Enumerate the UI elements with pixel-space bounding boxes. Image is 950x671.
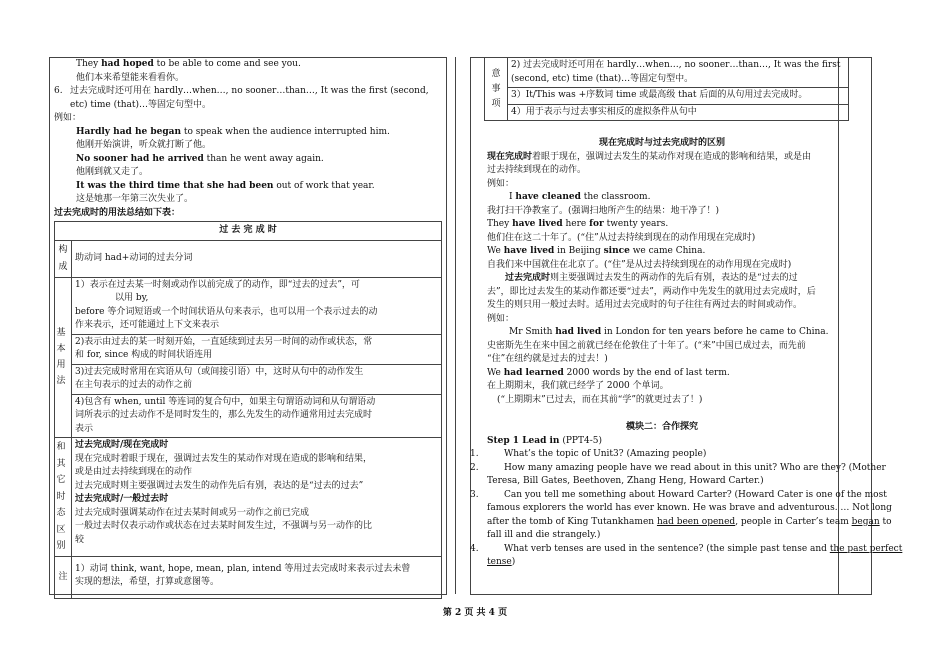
question-list (470, 448, 903, 570)
question-item-cont: Teresa, Bill Gates, Beethoven, Zhang Heng, Howard Carter.) (487, 476, 764, 486)
row-label-structure: 构成 (55, 240, 72, 277)
translation-line: 这是她那一年第三次失业了。 (76, 194, 194, 204)
example-label: 例如： (487, 313, 515, 324)
translation-line: 史密斯先生在来中国之前就已经在伦敦住了十年了。(“来”中国已成过去，而先前 (487, 340, 806, 351)
question-item: 2. How many amazing people have we read about in this unit? Who are they? (Mother (470, 462, 886, 473)
module-title: 模块二：合作探究 (625, 422, 698, 432)
difference-cell: 过去完成时/现在完成时 现在完成时着眼于现在，强调过去发生的某动作对现在造成的影响和结果， 或是由过去持续到现在的动作 过去完成时则主要强调过去发生的动作先后有别，表达的是“过去的过去” 过去完成时/一般过去时 过去完成时强调某动作在过去某时间或另一动作之前已完成 一般过去时仅表示动作或状态在过去某时间发生过，不强调与另一动作的比 较 (72, 438, 442, 557)
question-item: 1. What’s the topic of Unit3? (Amazing people) (470, 449, 707, 459)
example-line: Hardly had he began to speak when the audience interrupted him. (76, 126, 390, 137)
note-row-4: 4）用于表示与过去事实相反的虚拟条件从句中 (508, 104, 849, 121)
question-item: 4. What verb tenses are used in the sentence? (the simple past tense and the past perfect (470, 543, 903, 554)
structure-cell: 助动词 had+动词的过去分词 (72, 240, 442, 277)
row-label-notes: 意事项 (485, 58, 508, 121)
usage-cell-1: 1）表示在过去某一时刻或动作以前完成了的动作，即“过去的过去”，可 以用 by, before 等介词短语或一个时间状语从句来表示，也可以用一个表示过去的动 作来表示，还可能通过上下文来表示 (72, 277, 442, 334)
page-footer: 第 2 页 共 4 页 (442, 608, 508, 618)
left-column (54, 58, 442, 599)
notes-continued-table (484, 57, 849, 121)
row-label-difference: 和其它时态区别 (55, 438, 72, 557)
question-item: 3. Can you tell me something about Howard Carter? (Howard Cater is one of the most (470, 489, 887, 500)
example-line: I have cleaned the classroom. (509, 192, 651, 202)
numbered-point: 6. 过去完成时还可用在 hardly…when…, no sooner…than…, It was the first (second, (54, 86, 429, 96)
left-margin-line (455, 57, 456, 594)
usage-cell-2: 2)表示由过去的某一时刻开始，一直延续到过去另一时间的动作或状态，常 和 for, since 构成的时间状语连用 (72, 334, 442, 364)
example-line: They had hoped to be able to come and see you. (76, 59, 301, 69)
row-label-usage: 基本用法 (55, 277, 72, 438)
translation-line: 自我们来中国就住在北京了。(“住”是从过去持续到现在的动作用现在完成时) (487, 259, 792, 270)
usage-cell-4: 4)包含有 when, until 等连词的复合句中，如果主句谓语动词和从句谓语动 词所表示的过去动作不是同时发生的，那么先发生的动作通常用过去完成时 表示 (72, 394, 442, 438)
right-column (470, 57, 903, 570)
translation-line: 他们本来希望能来看看你。 (76, 72, 185, 83)
note-row-3: 3）It/This was +序数词 time 或最高级 that 后面的从句用过去完成时。 (508, 88, 849, 105)
paragraph-line: 过去完成时则主要强调过去发生的两动作的先后有别，表达的是“过去的过 (505, 273, 798, 283)
translation-line: (“上期期末”已过去，而在其前“学”的就更过去了！) (497, 394, 703, 405)
past-perfect-summary-table (54, 221, 442, 599)
row-label-note: 注 (55, 556, 72, 598)
example-line: It was the third time that she had been out of work that year. (76, 180, 375, 191)
step-heading: Step 1 Lead in (PPT4-5) (487, 435, 602, 446)
translation-line: 他刚到就又走了。 (76, 167, 149, 177)
question-item-cont: famous explorers the world has ever known. He was brave and adventurous. … Not long (487, 503, 892, 513)
section-title: 现在完成时与过去完成时的区别 (598, 138, 725, 148)
translation-line: 他们住在这二十年了。(“住”从过去持续到现在的动作用现在完成时) (487, 232, 756, 243)
note-row-2: 2) 过去完成时还可用在 hardly…when…, no sooner…than…, It was the first (second, etc) time (that)…等固定句型中。 (508, 58, 849, 88)
paragraph-line: 现在完成时着眼于现在，强调过去发生的某动作对现在造成的影响和结果，或是由 (487, 151, 812, 162)
usage-cell-3: 3)过去完成时常用在宾语从句（或间接引语）中，这时从句中的动作发生 在主句表示的过去的动作之前 (72, 364, 442, 394)
note-cell: 1）动词 think, want, hope, mean, plan, intend 等用过去完成时来表示过去未曾 实现的想法，希望，打算或意图等。 (72, 556, 442, 598)
example-label: 例如： (54, 113, 82, 123)
example-line: We had learned 2000 words by the end of last term. (487, 367, 730, 378)
example-line: We have lived in Beijing since we came China. (487, 246, 706, 256)
numbered-point-cont: etc) time (that)…等固定句型中。 (70, 99, 211, 110)
question-item-cont: tense) (487, 557, 516, 567)
paragraph-line: 过去持续到现在的动作。 (487, 165, 587, 175)
question-item-cont: fall ill and die strangely.) (487, 530, 601, 540)
translation-line: “住”在纽约就是过去的过去！) (487, 354, 608, 364)
paragraph-line: 去”，即比过去发生的某动作都还要“过去”，两动作中先发生的就用过去完成时，后 (487, 286, 816, 297)
question-item-cont: after the tomb of King Tutankhamen had been opened, people in Carter’s team began to (487, 516, 892, 527)
paragraph-line: 发生的则只用一般过去时。适用过去完成时的句子往往有两过去的时间或动作。 (487, 300, 803, 310)
translation-line: 我打扫干净教室了。(强调扫地所产生的结果：地干净了！) (487, 205, 720, 216)
example-label: 例如： (487, 178, 515, 189)
example-line: Mr Smith had lived in London for ten years before he came to China. (509, 327, 829, 337)
translation-line: 在上期期末，我们就已经学了 2000 个单词。 (487, 381, 669, 391)
example-line: No sooner had he arrived than he went away again. (76, 153, 324, 164)
table-title: 过 去 完 成 时 (55, 222, 442, 241)
summary-title: 过去完成时的用法总结如下表： (54, 207, 181, 218)
translation-line: 他刚开始演讲，听众就打断了他。 (76, 140, 212, 150)
example-line: They have lived here for twenty years. (487, 219, 669, 229)
